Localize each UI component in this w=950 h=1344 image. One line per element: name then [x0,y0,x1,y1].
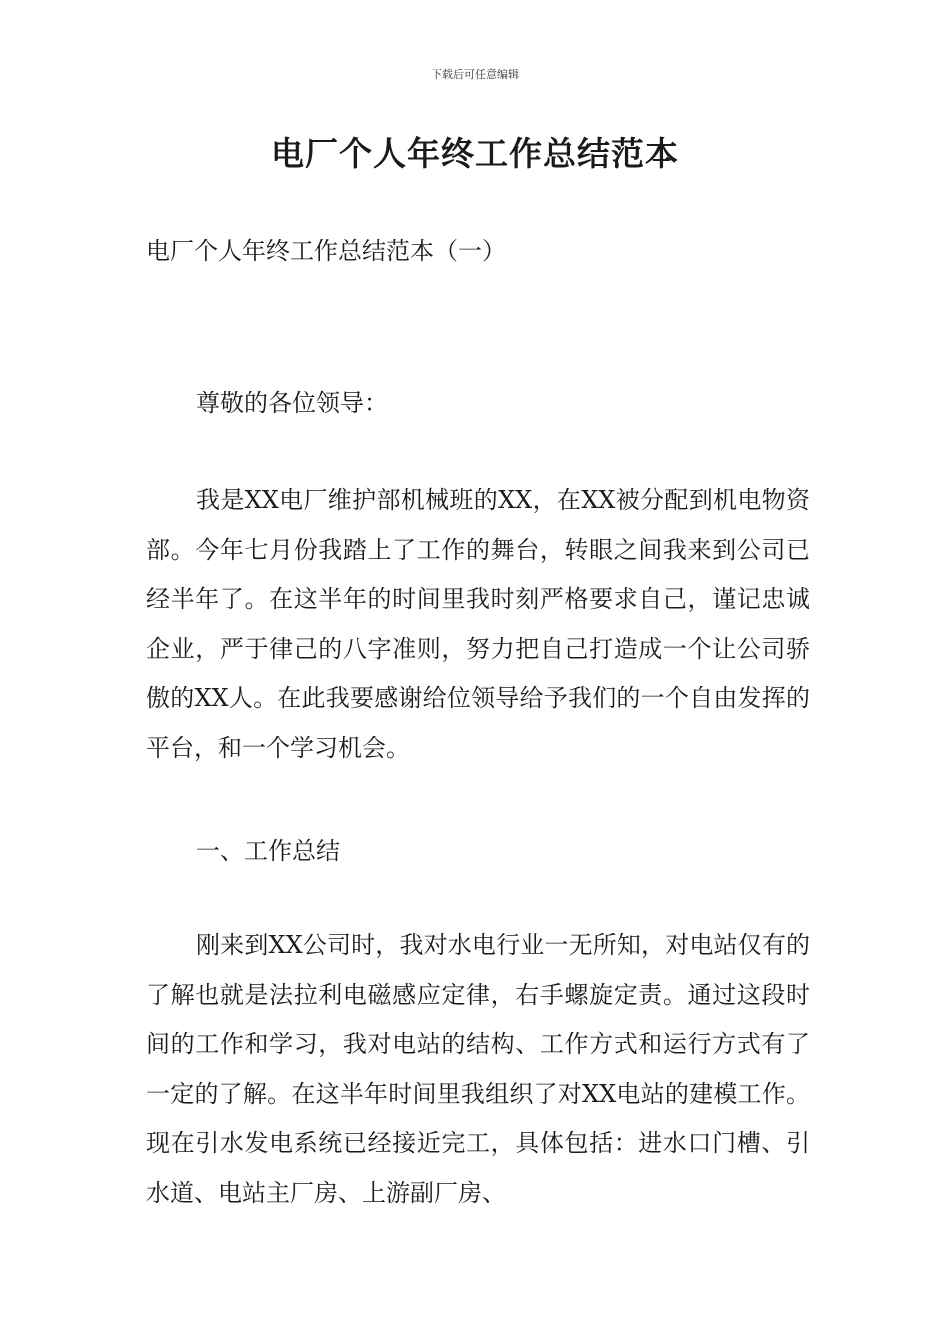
document-subtitle: 电厂个人年终工作总结范本（一） [146,237,506,265]
section-heading-work-summary: 一、工作总结 [196,837,340,865]
header-note: 下载后可任意编辑 [431,68,519,81]
body-paragraph-work-summary: 刚来到XX公司时，我对水电行业一无所知，对电站仅有的了解也就是法拉利电磁感应定律，右手螺旋定责。通过这段时间的工作和学习，我对电站的结构、工作方式和运行方式有了一定的了解。在这半年时间里我组织了对XX电站的建模工作。现在引水发电系统已经接近完工，具体包括：进水口门槽、引水道、电站主厂房、上游副厂房、 [146,931,810,1207]
body-paragraph-intro: 我是XX电厂维护部机械班的XX，在XX被分配到机电物资部。今年七月份我踏上了工作的舞台，转眼之间我来到公司已经半年了。在这半年的时间里我时刻严格要求自己，谨记忠诚企业，严于律己的八字准则，努力把自己打造成一个让公司骄傲的XX人。在此我要感谢给位领导给予我们的一个自由发挥的平台，和一个学习机会。 [146,486,810,762]
document-title: 电厂个人年终工作总结范本 [271,134,679,173]
salutation: 尊敬的各位领导： [196,389,388,417]
